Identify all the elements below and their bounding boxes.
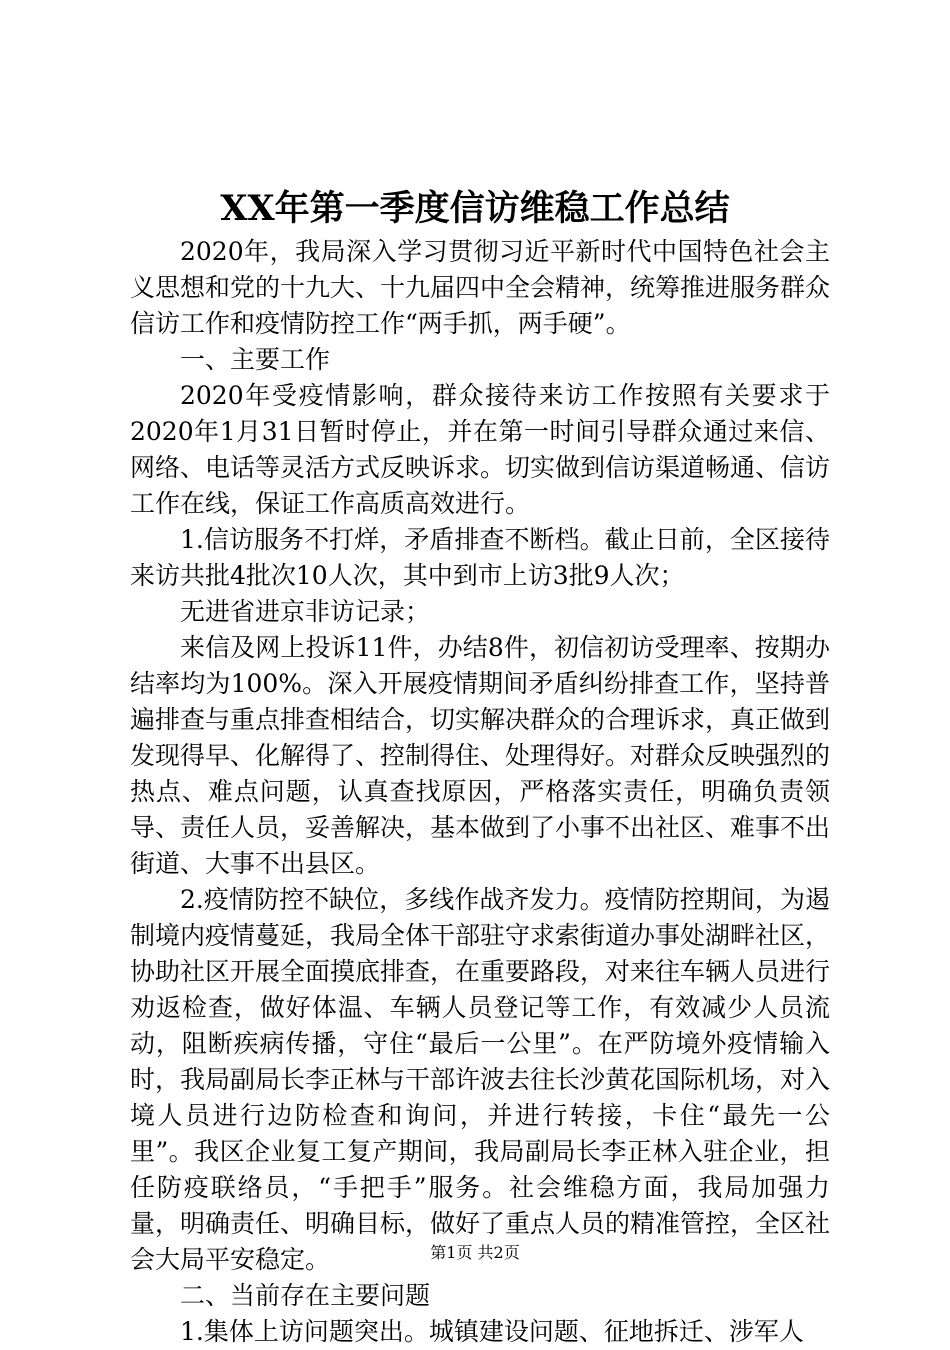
paragraph-intro: 2020年，我局深入学习贯彻习近平新时代中国特色社会主义思想和党的十九大、十九届四中全会精神，统筹推进服务群众信访工作和疫情防控工作“两手抓，两手硬”。 xyxy=(130,237,831,338)
page-footer: 第1页 共2页 xyxy=(430,1243,520,1262)
document-body xyxy=(130,234,830,1350)
document-title: XX年第一季度信访维稳工作总结 xyxy=(220,188,730,229)
section-heading-main-work: 一、主要工作 xyxy=(180,345,331,374)
paragraph-no-illegal-petition: 无进省进京非访记录； xyxy=(180,597,431,626)
section-heading-problems: 二、当前存在主要问题 xyxy=(180,1281,431,1310)
paragraph-item-2: 2.疫情防控不缺位，多线作战齐发力。疫情防控期间，为遏制境内疫情蔓延，我局全体干部驻守求索街道办事处湖畔社区，协助社区开展全面摸底排查，在重要路段，对来往车辆人员进行劝返检查，做好体温、车辆人员登记等工作，有效减少人员流动，阻断疾病传播，守住“最后一公里”。在严防境外疫情输入时，我局副局长李正林与干部许波去往长沙黄花国际机场，对入境人员进行边防检查和询问，并进行转接，卡住“最先一公里”。我区企业复工复产期间，我局副局长李正林入驻企业，担任防疫联络员，“手把手”服务。社会维稳方面，我局加强力量，明确责任、明确目标，做好了重点人员的精准管控，全区社会大局平安稳定。 xyxy=(130,885,831,1274)
paragraph-epidemic-impact: 2020年受疫情影响，群众接待来访工作按照有关要求于2020年1月31日暂时停止，并在第一时间引导群众通过来信、网络、电话等灵活方式反映诉求。切实做到信访渠道畅通、信访工作在线，保证工作高质高效进行。 xyxy=(130,381,831,518)
paragraph-item-1: 1.信访服务不打烊，矛盾排查不断档。截止日前，全区接待来访共批4批次10人次，其中到市上访3批9人次； xyxy=(130,525,830,590)
paragraph-problem-1: 1.集体上访问题突出。城镇建设问题、征地拆迁、涉军人 xyxy=(180,1317,804,1346)
paragraph-letters-complaints: 来信及网上投诉11件，办结8件，初信初访受理率、按期办结率均为100%。深入开展疫情期间矛盾纠纷排查工作，坚持普遍排查与重点排查相结合，切实解决群众的合理诉求，真正做到发现得早、化解得了、控制得住、处理得好。对群众反映强烈的热点、难点问题，认真查找原因，严格落实责任，明确负责领导、责任人员，妥善解决，基本做到了小事不出社区、难事不出街道、大事不出县区。 xyxy=(130,633,831,878)
